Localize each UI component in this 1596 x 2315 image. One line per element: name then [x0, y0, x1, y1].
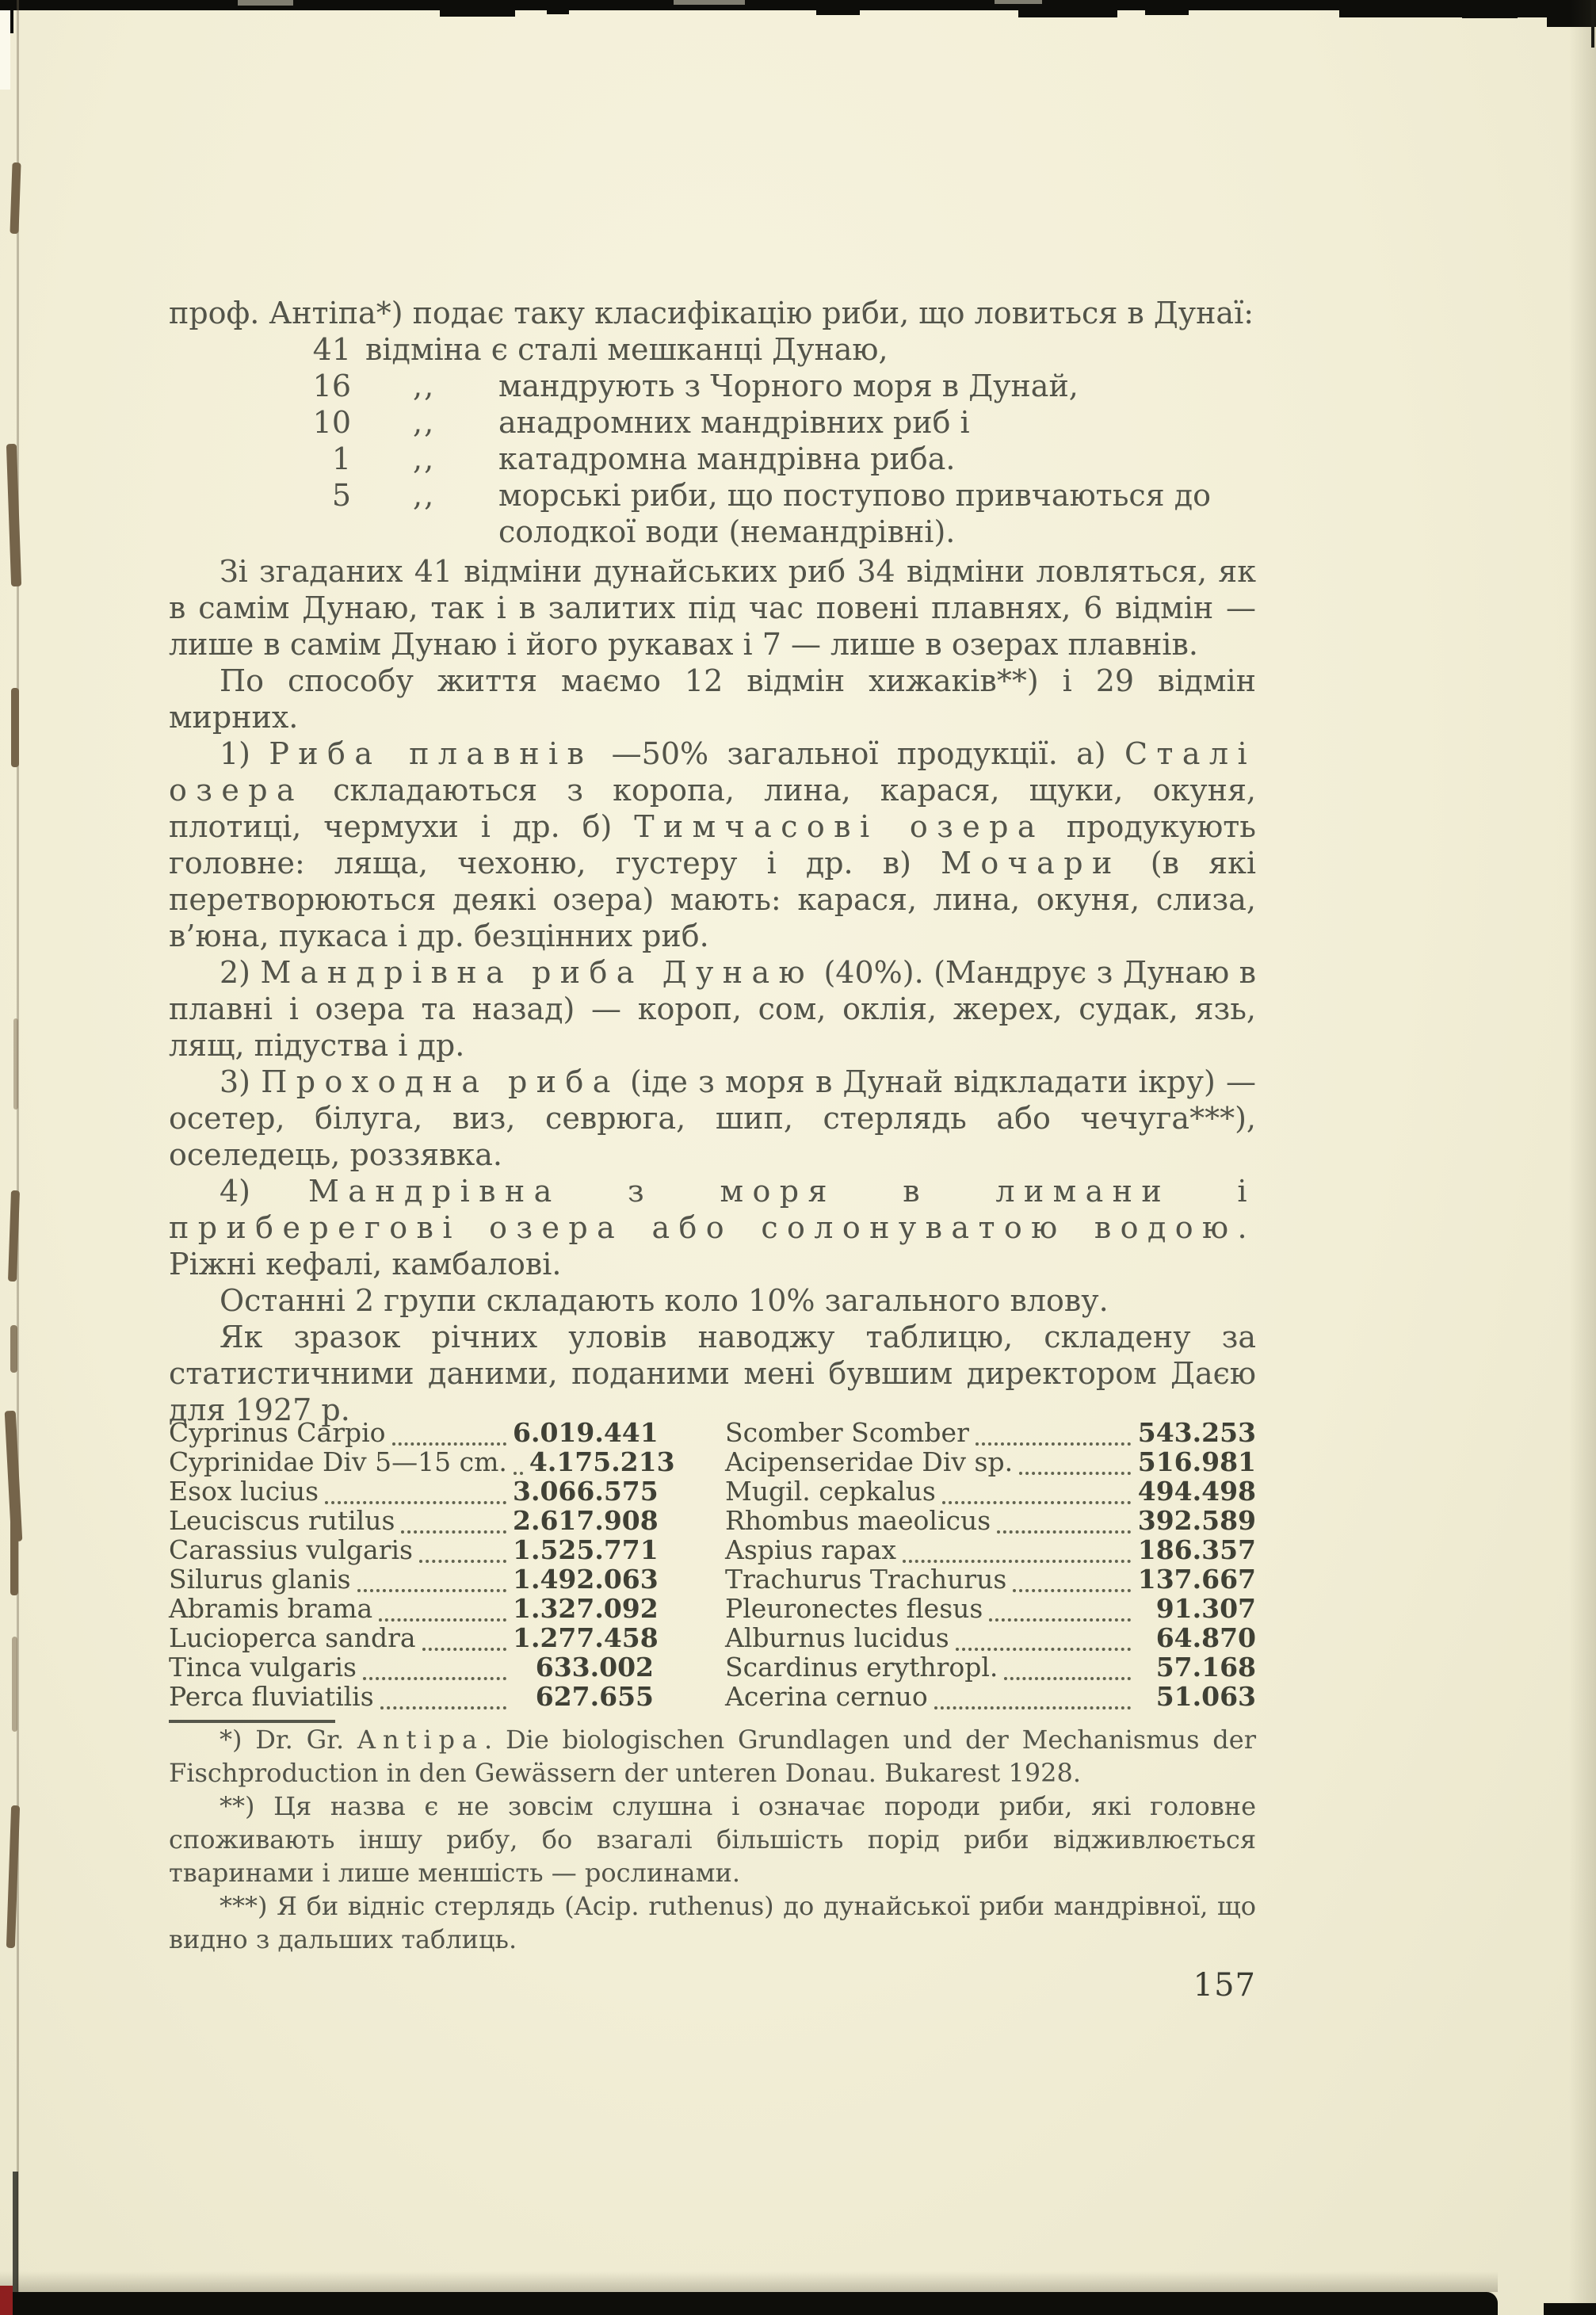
catch-value: 633.002: [535, 1652, 654, 1683]
para-group-2: [169, 954, 1256, 1064]
dotted-leader: [1019, 1446, 1131, 1475]
catch-value: 1.525.771: [513, 1534, 659, 1565]
catch-table-right-column: [725, 1417, 1256, 1715]
scan-edge-dash: [1462, 10, 1518, 18]
para-last-groups: [169, 1282, 1256, 1319]
species-name: Mugil. cepkalus: [725, 1476, 936, 1507]
scan-edge-dash: [816, 10, 860, 15]
dotted-leader: [1013, 1563, 1131, 1592]
text-run: Як зразок річних уловів наводжу таблицю, складену за статистичними даними, поданими мені бувшим директором Даєю для 1927 р.: [169, 1320, 1256, 1427]
species-name: Trachurus Trachurus: [725, 1564, 1007, 1595]
classification-list: [169, 331, 1256, 550]
text-run: Останні 2 групи складають коло 10% загального влову.: [220, 1283, 1109, 1318]
page-number: 157: [1193, 1967, 1256, 2004]
classification-text: катадромна мандрівна риба.: [498, 441, 956, 476]
dotted-leader: [942, 1475, 1131, 1504]
ditto-mark: ,,: [413, 405, 436, 440]
scan-edge-notch: [238, 0, 293, 6]
dotted-leader: [419, 1534, 506, 1563]
species-name: Abramis brama: [169, 1593, 373, 1624]
variety-count: 10: [312, 405, 351, 440]
table-row: [169, 1681, 654, 1715]
dotted-leader: [976, 1416, 1131, 1446]
footnote-2: [169, 1790, 1256, 1889]
para-group-4: [169, 1173, 1256, 1282]
species-name: Perca fluviatilis: [169, 1681, 374, 1712]
text-run: . Die biologischen Grundlagen und der Mechanismus der Fischproduction in den Gewässern der unteren Donau. Bukarest 1928.: [169, 1725, 1257, 1788]
dotted-leader: [392, 1416, 506, 1446]
spaced-text: Мочари: [941, 846, 1121, 881]
text-run: (в які перетворюються деякі озера) мають: карася, лина, окуня, слиза, в’юна, пукаса і др. безцінних риб.: [169, 846, 1256, 953]
dotted-leader: [357, 1563, 506, 1592]
classification-row: [169, 477, 1256, 550]
species-name: Aspius rapax: [725, 1534, 896, 1565]
scan-edge-dash: [440, 10, 515, 17]
text-run: Зі згаданих 41 відміни дунайських риб 34 відміни ловляться, як в самім Дунаю, так і в залитих під час повені плавнях, 6 відмін — лише в самім Дунаю і його рукавах і 7 — лише в озерах плавнів.: [169, 554, 1256, 662]
classification-text: мандрують з Чорного моря в Дунай,: [498, 369, 1079, 403]
catch-value: 3.066.575: [513, 1476, 659, 1507]
page-edge-shade: [1569, 0, 1596, 2315]
classification-row: [169, 368, 1256, 404]
dotted-leader: [380, 1680, 506, 1710]
dotted-leader: [401, 1504, 506, 1534]
ditto-mark: ,,: [413, 478, 436, 513]
variety-count: 1: [331, 441, 351, 476]
scan-corner-notch: [0, 10, 10, 90]
spaced-text: Тимчасові озера: [634, 809, 1044, 844]
ditto-mark: ,,: [413, 441, 436, 476]
spaced-text: Мандрівна риба Дунаю: [260, 955, 815, 990]
variety-count: 41: [312, 332, 351, 367]
catch-value: 6.019.441: [513, 1417, 659, 1448]
dotted-leader: [989, 1592, 1131, 1622]
species-name: Pleuronectes flesus: [725, 1593, 983, 1624]
catch-value: 64.870: [1155, 1622, 1256, 1653]
binding-mark: [6, 444, 21, 586]
catch-value: 494.498: [1137, 1476, 1256, 1507]
species-name: Carassius vulgaris: [169, 1534, 413, 1565]
annual-catch-table: [169, 1417, 1256, 1715]
text-run: Ріжні кефалі, камбалові.: [169, 1247, 562, 1282]
catch-value: 543.253: [1137, 1417, 1256, 1448]
species-name: Rhombus maeolicus: [725, 1505, 991, 1536]
species-name: Silurus glanis: [169, 1564, 351, 1595]
dotted-leader: [1004, 1651, 1131, 1680]
para-predators: [169, 663, 1256, 735]
species-name: Tinca vulgaris: [169, 1652, 357, 1683]
text-run: продукують головне: ляща, чехоню, густеру і др. в): [169, 809, 1256, 881]
scan-corner-mark-bottom-right: [1544, 2303, 1596, 2315]
dotted-leader: [514, 1446, 523, 1475]
text-run: **) Ця назва є не зовсім слушна і означає породи риби, які головне споживають іншу рибу, бо взагалі більшість порід риби відживлюється тваринами і лише меншість — рослинами.: [169, 1791, 1256, 1888]
species-name: Acerina cernuo: [725, 1681, 928, 1712]
catch-value: 516.981: [1137, 1446, 1256, 1477]
footnote-1: [169, 1723, 1256, 1790]
dotted-leader: [379, 1592, 506, 1622]
text-run: —50% загальної продукції. а): [593, 736, 1124, 771]
spaced-text: Мандрівна з моря в лимани і приберегові озера або солонуватою водою.: [169, 1174, 1256, 1245]
text-run: *) Dr. Gr.: [220, 1725, 357, 1755]
dotted-leader: [325, 1475, 506, 1504]
classification-text: відміна є сталі мешканці Дунаю,: [365, 332, 888, 367]
species-name: Cyprinus Carpio: [169, 1417, 386, 1448]
species-name: Esox lucius: [169, 1476, 319, 1507]
dotted-leader: [934, 1680, 1131, 1710]
book-cover-sliver: [0, 2286, 13, 2315]
scan-edge-notch: [995, 0, 1042, 4]
binding-mark: [13, 1018, 18, 1110]
dotted-leader: [997, 1504, 1131, 1534]
catch-value: 392.589: [1137, 1505, 1256, 1536]
para-overview: [169, 553, 1256, 663]
dotted-leader: [956, 1622, 1131, 1651]
spaced-text: Сталі озера: [169, 736, 1256, 808]
catch-table-left-column: [169, 1417, 675, 1715]
scan-edge-dash: [547, 10, 569, 14]
text-run: 1): [220, 736, 269, 771]
para-group-1: [169, 735, 1256, 954]
species-name: Lucioperca sandra: [169, 1622, 416, 1653]
binding-mark: [10, 162, 21, 234]
binding-mark: [11, 688, 19, 767]
scan-edge-notch: [674, 0, 745, 5]
intro-paragraph: [169, 295, 1256, 331]
species-name: Leuciscus rutilus: [169, 1505, 395, 1536]
text-run: 2): [220, 955, 261, 990]
text-run: (40%). (Мандрує з Дунаю в плавні і озера та назад) — короп, сом, оклія, жерех, судак, язь, лящ, підуства і др.: [169, 955, 1256, 1063]
species-name: Scardinus erythropl.: [725, 1652, 998, 1683]
catch-value: 51.063: [1155, 1681, 1256, 1712]
classification-text: морські риби, що поступово привчаються до солодкої води (немандрівні).: [498, 478, 1211, 549]
spaced-text: Проходна риба: [261, 1064, 620, 1099]
variety-count: 5: [331, 478, 351, 513]
spaced-text: Риба плавнів: [269, 736, 594, 771]
dotted-leader: [903, 1534, 1131, 1563]
classification-row: [169, 441, 1256, 477]
catch-value: 4.175.213: [529, 1446, 675, 1477]
catch-value: 2.617.908: [513, 1505, 659, 1536]
scan-edge-dash: [1018, 10, 1117, 17]
dotted-leader: [363, 1651, 506, 1680]
text-run: 3): [220, 1064, 262, 1099]
para-group-3: [169, 1064, 1256, 1173]
spaced-text: Antipa: [357, 1725, 485, 1755]
scan-edge-bottom: [0, 2292, 1498, 2315]
species-name: Alburnus lucidus: [725, 1622, 949, 1653]
table-row: [725, 1681, 1256, 1715]
text-run: проф. Антіпа*) подає таку класифікацію риби, що ловиться в Дунаї:: [169, 296, 1254, 330]
text-run: складаються з коропа, лина, карася, щуки, окуня, плотиці, чермухи і др. б): [169, 773, 1256, 844]
catch-value: 1.327.092: [513, 1593, 659, 1624]
catch-value: 627.655: [535, 1681, 654, 1712]
classification-text: анадромних мандрівних риб і: [498, 405, 970, 440]
text-run: ***) Я би відніс стерлядь (Acip. ruthenus) до дунайської риби мандрівної, що видно з дальших таблиць.: [169, 1891, 1256, 1954]
text-run: 4): [220, 1174, 308, 1209]
para-table-intro: [169, 1319, 1256, 1428]
ditto-mark: ,,: [413, 369, 436, 403]
catch-value: 57.168: [1155, 1652, 1256, 1683]
species-name: Acipenseridae Div sp.: [725, 1446, 1014, 1477]
text-run: (іде з моря в Дунай відкладати ікру) — осетер, білуга, виз, севрюга, шип, стерлядь або чечуга***), оселедець, роззявка.: [169, 1064, 1256, 1172]
text-run: По способу життя маємо 12 відмін хижаків**) і 29 відмін мирних.: [169, 663, 1256, 735]
catch-value: 91.307: [1155, 1593, 1256, 1624]
dotted-leader: [422, 1622, 506, 1651]
binding-mark: [12, 1637, 17, 1732]
catch-value: 186.357: [1137, 1534, 1256, 1565]
catch-value: 1.492.063: [513, 1564, 659, 1595]
species-name: Scomber Scomber: [725, 1417, 969, 1448]
scan-edge-shadow: [0, 2271, 1498, 2292]
binding-line: [17, 0, 19, 2298]
classification-row: [169, 404, 1256, 441]
binding-mark: [10, 1520, 18, 1595]
variety-count: 16: [312, 369, 351, 403]
catch-value: 1.277.458: [513, 1622, 659, 1653]
text-column: [169, 295, 1256, 2004]
footnote-3: [169, 1889, 1256, 1956]
binding-mark: [10, 1325, 17, 1373]
species-name: Cyprinidae Div 5—15 cm.: [169, 1446, 507, 1477]
scan-edge-nick: [1591, 0, 1594, 48]
scan-edge-dash: [1145, 10, 1189, 15]
classification-row: [169, 331, 1256, 368]
catch-value: 137.667: [1137, 1564, 1256, 1595]
